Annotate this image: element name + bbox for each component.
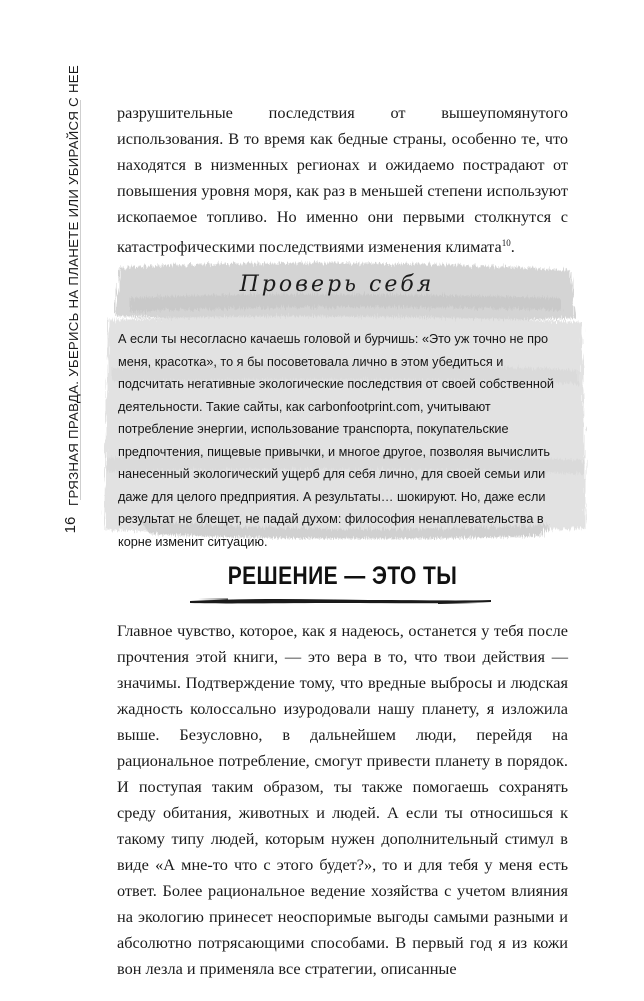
page-number: 16 xyxy=(62,516,79,534)
section-heading: РЕШЕНИЕ — ЭТО ТЫ xyxy=(227,562,458,590)
check-yourself-callout xyxy=(100,258,590,549)
intro-paragraph-text: разрушительные последствия от вышеупомянутого использования. В то время как бедные страны, особенно те, что находятся в низменных регионах и ожидаемо пострадают от повышения уровня моря, как раз в меньшей степени используют ископаемое топливо. Но именно они первыми столкнутся с катастрофическими последствиями изменения климата xyxy=(117,103,568,256)
running-head: ГРЯЗНАЯ ПРАВДА. УБЕРИСЬ НА ПЛАНЕТЕ ИЛИ УБИРАЙСЯ С НЕЕ xyxy=(66,65,81,506)
intro-paragraph xyxy=(117,100,568,260)
callout-title: Проверь себя xyxy=(239,272,435,297)
callout-body: А если ты несогласно качаешь головой и бурчишь: «Это уж точно не про меня, красотка», то я бы посоветовала лично в этом убедиться и подсчитать негативные экологические последствия от своей собственной деятельности. Такие сайты, как carbonfootprint.com, учитывают потребление энергии, использование транспорта, покупательские предпочтения, пищевые привычки, и многое другое, позволяя вычислить нанесенный экологический ущерб для себя лично, для своей семьи или даже для целого предприятия. А результаты… шокируют. Но, даже если результат не блещет, не падай духом: философия ненаплевательства в корне изменит ситуацию. xyxy=(118,332,555,549)
section-paragraph xyxy=(117,618,568,982)
footnote-ref[interactable]: 10 xyxy=(501,238,511,248)
heading-brush-underline xyxy=(188,596,493,606)
intro-paragraph-end: . xyxy=(510,237,515,256)
section-paragraph-text: Главное чувство, которое, как я надеюсь, останется у тебя после прочтения этой книги, — это вера в то, что твои действия — значимы. Подтверждение тому, что вредные выбросы и людская жадность колоссально изуродовали нашу планету, я изложила выше. Безусловно, в дальнейшем люди, перейдя на рациональное потребление, смогут привести планету в порядок. И поступая таким образом, ты также помогаешь сохранять среду обитания, животных и людей. А если ты относишься к такому типу людей, которым нужен дополнительный стимул в виде «А мне-то что с этого будет?», то и для тебя у меня есть ответ. Более рациональное ведение хозяйства с учетом влияния на экологию принесет неоспоримые выгоды самыми разными и абсолютно потрясающими способами. В первый год я из кожи вон лезла и применяла все стратегии, описанные xyxy=(117,621,568,978)
